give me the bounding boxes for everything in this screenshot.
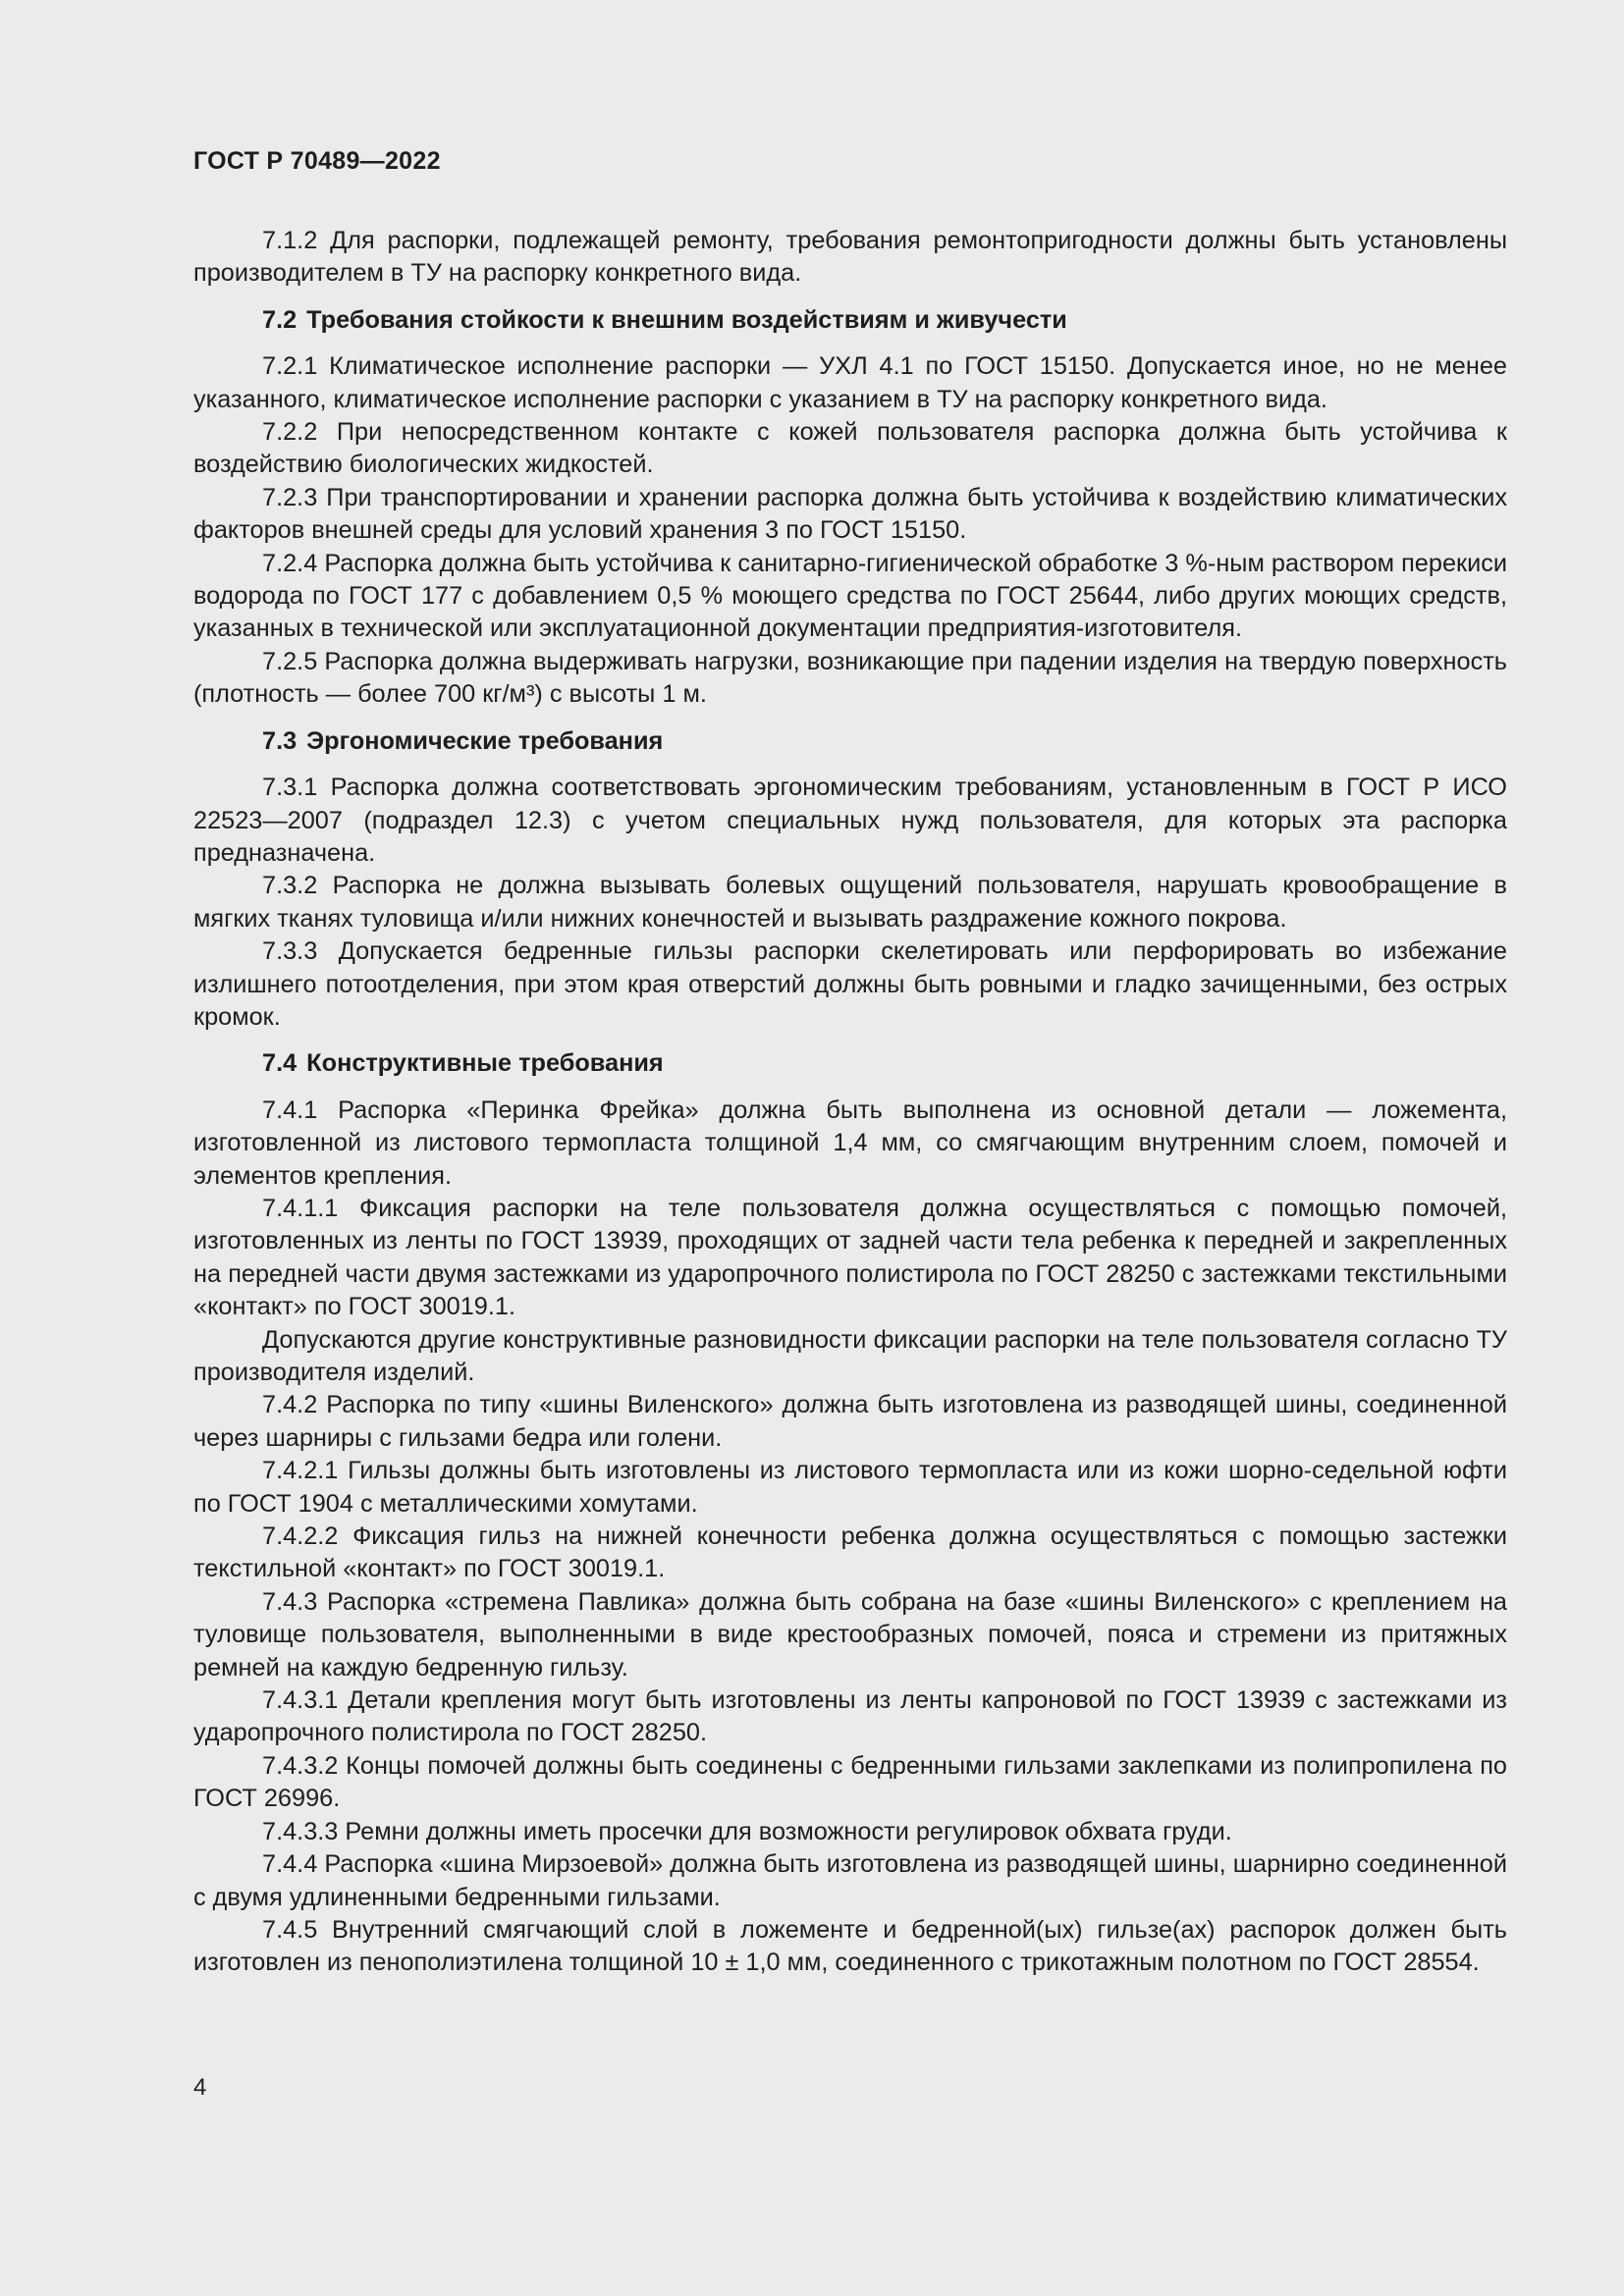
paragraph-7-4-3: 7.4.3 Распорка «стремена Павлика» должна быть собрана на базе «шины Виленского» с креплением на туловище пользователя, выполненными в виде крестообразных помочей, пояса и стремени из притяжных ремней на каждую бедренную гильзу.	[193, 1587, 1507, 1682]
page-number: 4	[193, 2074, 207, 2101]
document-header: ГОСТ Р 70489—2022	[193, 147, 441, 175]
section-title: Эргономические требования	[306, 726, 664, 755]
paragraph-7-2-3: 7.2.3 При транспортировании и хранении распорка должна быть устойчива к воздействию климатических факторов внешней среды для условий хранения 3 по ГОСТ 15150.	[193, 483, 1507, 545]
paragraph-7-4-2: 7.4.2 Распорка по типу «шины Виленского» должна быть изготовлена из разводящей шины, соединенной через шарниры с гильзами бедра или голени.	[193, 1391, 1507, 1452]
section-title: Требования стойкости к внешним воздействиям и живучести	[306, 305, 1067, 334]
paragraph-7-4-3-2: 7.4.3.2 Концы помочей должны быть соединены с бедренными гильзами заклепками из полипропилена по ГОСТ 26996.	[193, 1751, 1507, 1813]
section-heading-7-4	[193, 1047, 1507, 1080]
paragraph-7-2-4: 7.2.4 Распорка должна быть устойчива к санитарно-гигиенической обработке 3 %-ным раствором перекиси водорода по ГОСТ 177 с добавлением 0,5 % моющего средства по ГОСТ 25644, либо других моющих средств, указанных в технической или эксплуатационной документации предприятия-изготовителя.	[193, 549, 1507, 643]
paragraph-7-3-3: 7.3.3 Допускается бедренные гильзы распорки скелетировать или перфорировать во избежание излишнего потоотделения, при этом края отверстий должны быть ровными и гладко зачищенными, без острых кромок.	[193, 937, 1507, 1031]
paragraph-7-3-2: 7.3.2 Распорка не должна вызывать болевых ощущений пользователя, нарушать кровообращение в мягких тканях туловища и/или нижних конечностей и вызывать раздражение кожного покрова.	[193, 872, 1507, 933]
section-title: Конструктивные требования	[306, 1049, 664, 1078]
paragraph-7-4-1: 7.4.1 Распорка «Перинка Фрейка» должна быть выполнена из основной детали — ложемента, изготовленной из листового термопласта толщиной 1,4 мм, со смягчающим внутренним слоем, помочей и элементов крепления.	[193, 1095, 1507, 1190]
paragraph-7-4-5: 7.4.5 Внутренний смягчающий слой в ложементе и бедренной(ых) гильзе(ах) распорок должен быть изготовлен из пенополиэтилена толщиной 10 ± 1,0 мм, соединенного с трикотажным полотном по ГОСТ 28554.	[193, 1915, 1507, 1977]
section-number: 7.2	[262, 305, 298, 334]
paragraph-7-3-1: 7.3.1 Распорка должна соответствовать эргономическим требованиям, установленным в ГОСТ Р ИСО 22523—2007 (подраздел 12.3) с учетом специальных нужд пользователя, для которых эта распорка предназначена.	[193, 774, 1507, 867]
paragraph-7-4-3-3: 7.4.3.3 Ремни должны иметь просечки для возможности регулировок обхвата груди.	[262, 1817, 1232, 1845]
section-heading-7-2	[193, 304, 1507, 337]
section-heading-7-3	[193, 725, 1507, 758]
paragraph-7-4-2-1: 7.4.2.1 Гильзы должны быть изготовлены из листового термопласта или из кожи шорно-седельной юфти по ГОСТ 1904 с металлическими хомутами.	[193, 1457, 1507, 1518]
paragraph-7-2-5: 7.2.5 Распорка должна выдерживать нагрузки, возникающие при падении изделия на твердую поверхность (плотность — более 700 кг/м³) с высоты 1 м.	[193, 647, 1507, 709]
paragraph-7-4-4: 7.4.4 Распорка «шина Мирзоевой» должна быть изготовлена из разводящей шины, шарнирно соединенной с двумя удлиненными бедренными гильзами.	[193, 1850, 1507, 1911]
paragraph-7-4-1-1: 7.4.1.1 Фиксация распорки на теле пользователя должна осуществляться с помощью помочей, изготовленных из ленты по ГОСТ 13939, проходящих от задней части тела ребенка к передней и закрепленных на передней части двумя застежками из ударопрочного полистирола по ГОСТ 28250 с застежками текстильными «контакт» по ГОСТ 30019.1.	[193, 1194, 1507, 1321]
paragraph-7-2-2: 7.2.2 При непосредственном контакте с кожей пользователя распорка должна быть устойчива к воздействию биологических жидкостей.	[193, 418, 1507, 479]
section-number: 7.4	[262, 1049, 298, 1078]
paragraph-7-2-1: 7.2.1 Климатическое исполнение распорки — УХЛ 4.1 по ГОСТ 15150. Допускается иное, но не менее указанного, климатическое исполнение распорки с указанием в ТУ на распорку конкретного вида.	[193, 352, 1507, 413]
document-body	[193, 225, 1507, 1980]
paragraph-fixation-variants: Допускаются другие конструктивные разновидности фиксации распорки на теле пользователя согласно ТУ производителя изделий.	[193, 1325, 1507, 1386]
paragraph-7-4-2-2: 7.4.2.2 Фиксация гильз на нижней конечности ребенка должна осуществляться с помощью застежки текстильной «контакт» по ГОСТ 30019.1.	[193, 1522, 1507, 1583]
paragraph-7-1-2: 7.1.2 Для распорки, подлежащей ремонту, требования ремонтопригодности должны быть установлены производителем в ТУ на распорку конкретного вида.	[193, 227, 1507, 288]
section-number: 7.3	[262, 726, 298, 755]
paragraph-7-4-3-1: 7.4.3.1 Детали крепления могут быть изготовлены из ленты капроновой по ГОСТ 13939 с застежками из ударопрочного полистирола по ГОСТ 28250.	[193, 1686, 1507, 1747]
